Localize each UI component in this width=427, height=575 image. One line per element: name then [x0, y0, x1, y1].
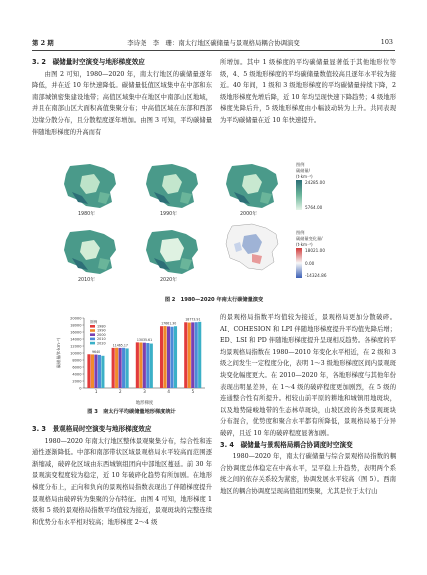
legend-subtitle: 碳储量/ [296, 168, 310, 173]
y-tick-label: 14000 [70, 337, 82, 342]
legend-label: 2000 [97, 332, 106, 337]
data-label: 11465.17 [112, 343, 128, 348]
x-tick-label: 1 [94, 389, 98, 394]
bar-2010-5 [195, 322, 198, 388]
x-tick-label: 4 [167, 389, 170, 394]
figure-3-caption: 图 3 南太行平均碳储量地形梯度统计 [87, 409, 176, 415]
legend-title: 图例 [90, 320, 98, 324]
map-year-label: 2020年 [160, 278, 178, 283]
journal-issue: 第 2 期 [32, 39, 54, 47]
legend-label: 2020 [97, 341, 106, 346]
bar-1990-1 [91, 354, 94, 388]
y-tick-label: 10000 [70, 351, 82, 356]
bar-2010-4 [170, 327, 173, 388]
bar-2010-1 [98, 355, 101, 388]
legend-high: 18021.00 [305, 248, 325, 253]
page-number: 103 [380, 38, 393, 46]
y-tick-label: 12000 [70, 344, 82, 349]
bar-1990-5 [188, 323, 191, 388]
legend-low: -14324.86 [305, 273, 327, 278]
legend-title: 图例 [296, 162, 305, 167]
y-axis-label: 碳储量/(t·km⁻²) [56, 337, 61, 369]
bar-1980-1 [87, 354, 90, 388]
carbon-change-map [222, 222, 284, 276]
legend-label: 2010 [97, 337, 106, 342]
legend-unit: (t·km⁻²) [296, 174, 313, 179]
bar-2020-1 [101, 356, 104, 388]
y-tick-label: 0 [79, 386, 82, 391]
bar-1980-4 [160, 326, 163, 388]
carbon-map-2010 [60, 228, 122, 283]
data-label: 18773.91 [185, 317, 201, 322]
bar-2000-5 [191, 322, 194, 388]
paragraph: 由图 2 可知，1980—2020 年，南太行地区的碳储量逐年降低，并在近 10 年快速降低。碳储量低值区域集中在中部和东南部城镇密集建设地带；高值区域集中在地区中南部山区地域，并且在南部山区大面积高值集聚分布；中高值区域在东部和西部边缘分散分布，且分散程度逐年增加。由图 3 可知，平均碳储量伴随地形梯度的升高而有 [32, 70, 212, 136]
map-year-label: 2010年 [78, 278, 96, 283]
y-tick-label: 18000 [70, 323, 82, 328]
legend-carbon-change [296, 230, 376, 278]
y-tick-label: 8000 [72, 358, 82, 363]
legend-low: 5764.00 [305, 205, 323, 210]
bar-chart-svg [54, 312, 209, 406]
y-tick-label: 6000 [72, 365, 82, 370]
y-tick-label: 2000 [72, 379, 82, 384]
map-year-label: 2000年 [240, 212, 258, 217]
carbon-map-1980 [60, 162, 122, 217]
bar-1980-3 [136, 342, 139, 388]
figure-2 [34, 160, 394, 310]
figure-3-chart [54, 312, 209, 418]
data-label: 13035.61 [136, 337, 153, 342]
bar-1980-2 [112, 348, 115, 388]
x-tick-label: 5 [191, 389, 195, 394]
paragraph: 1980—2020 年，南太行碳储量与综合景观格局指数的耦合协调度总体稳定在中高水平，呈平稳上升趋势，表明两个系统之间的依存关系较为紧密，协调发展水平较高（图 5）。西南地区的耦合协调度呈现高值组团集聚，尤其是位于太行山 [220, 453, 396, 495]
section-title: 3. 4 碳储量与景观格局耦合协调度时空演变 [220, 440, 353, 449]
right-column-bottom [220, 312, 396, 498]
legend-label: 1990 [97, 328, 106, 333]
legend-zero: 0.00 [305, 260, 315, 266]
bar-2020-3 [150, 344, 153, 388]
carbon-map-2020 [142, 228, 204, 283]
right-column-top [220, 57, 396, 127]
legend-swatch [90, 329, 95, 332]
legend-swatch [90, 342, 95, 345]
bar-2020-5 [198, 322, 201, 388]
legend-unit: (t·km⁻²) [296, 242, 313, 247]
x-axis-label: 地形梯度 [135, 401, 154, 406]
legend-gradient [296, 180, 302, 210]
legend-swatch [90, 338, 95, 341]
bar-2010-3 [146, 343, 149, 388]
paragraph: 1980—2020 年南太行地区整体景观聚集分布，综合性和连通性逐渐降低。中部和南部带状区域景观格局水平较高而范围逐渐缩减，破碎化区域由东西城镇组团向中部地区蔓延。前 30 年景观演变程度较为稳定，近 10 年破碎化趋势有所加剧。在地形梯度分布上，正向和负向的景观格局指数表现出了伴随梯度提升景观格局由破碎转为集聚的分布特征。由图 4 可知，地形梯度 1 级和 5 级的景观格局指数平均值较为接近，景观斑块的完整连续和优势分布水平相对较高；地形梯度 2～4 级 [32, 437, 212, 526]
legend-label: 1980 [97, 324, 106, 329]
legend-swatch [90, 333, 95, 336]
data-label: 9640 [92, 349, 101, 354]
section-3-2 [32, 57, 212, 138]
bar-2000-3 [143, 343, 146, 388]
bar-1980-5 [184, 322, 187, 388]
bar-2000-4 [167, 326, 170, 388]
bar-2000-1 [94, 355, 97, 388]
x-tick-label: 2 [119, 389, 122, 394]
section-3-3 [32, 424, 212, 528]
x-tick-label: 3 [143, 389, 146, 394]
data-label: 17661.30 [161, 321, 177, 326]
y-tick-label: 4000 [72, 372, 82, 377]
legend-high: 24285.00 [305, 180, 325, 185]
map-year-label: 1980年 [78, 212, 96, 217]
bar-2020-4 [174, 326, 177, 388]
y-tick-label: 16000 [70, 330, 82, 335]
legend-carbon-stock [296, 162, 366, 210]
header-rule [32, 50, 395, 51]
legend-swatch [90, 325, 95, 328]
legend-subtitle: 碳储量变化量/ [296, 236, 323, 241]
bar-1990-4 [163, 326, 166, 388]
y-tick-label: 20000 [70, 316, 82, 321]
bar-2010-2 [122, 348, 125, 388]
legend-gradient [296, 248, 302, 278]
bar-1990-3 [139, 343, 142, 389]
bar-1990-2 [115, 348, 118, 388]
figure-2-caption: 图 2 1980—2020 年南太行碳储量演变 [164, 297, 264, 303]
legend-title: 图例 [296, 230, 305, 235]
map-year-label: 1990年 [160, 212, 178, 217]
paragraph: 的景观格局指数平均值较为接近，景观格局更加分散破碎。AI、COHESION 和 LPI 伴随地形梯度提升平均值先降后增；ED、LSI 和 PD 伴随地形梯度提升呈现相反趋势。各梯度的平均景观格局指数在 1980—2010 年变化水平相近，在 2 级和 3 级之间发生一定程度分化，表明 1～3 级地形梯度区间内景观斑块变化幅度更大。在 2010—2020 年，各地形梯度与其他年份表现出明显差异，在 1～4 级的破碎程度更加剧烈，在 5 级的连通整合性有所提升。相较山前平原的耕地和城镇用地斑块，以及地势陡峻地带的生态林草斑块，山坡区段的各类景观斑块分布混合，优势度和聚合水平都有所降低，景观格局易于分异破碎，且近 10 年的破碎程度显著加剧。 [220, 314, 397, 437]
carbon-map-2000 [222, 162, 284, 217]
bar-2000-2 [119, 348, 122, 388]
running-title: 李诗尧 李 珊：南太行地区碳储量与景观格局耦合协调演变 [127, 39, 300, 47]
paragraph: 所增加。其中 1 级梯度的平均碳储量显著低于其他地形位等级，4、5 级地形梯度的平均碳储量数值较高且逐年水平较为接近。40 年间，1 级和 3 级地形梯度的平均碳储量持续下降，2 级地形梯度先增后降，近 10 年均呈现快速下降趋势；4 级地形梯度先降后升，5 级地形梯度由小幅波动转为上升。共同表现为平均碳储量在近 10 年快速提升。 [220, 59, 396, 124]
bar-2020-2 [126, 348, 129, 388]
carbon-map-1990 [142, 162, 204, 217]
section-title: 3. 2 碳储量时空演变与地形梯度效应 [32, 58, 145, 66]
section-title: 3. 3 景观格局时空演变与地形梯度效应 [32, 425, 152, 433]
